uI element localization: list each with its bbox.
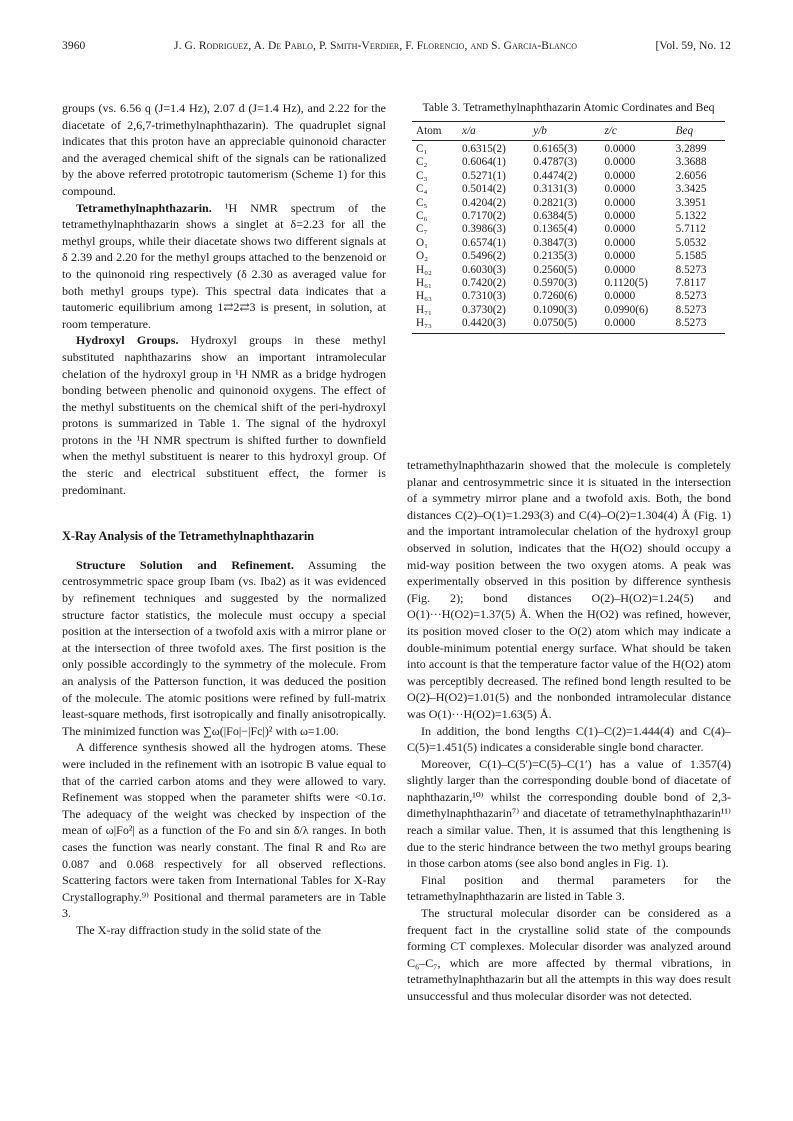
- table-cell: 0.4474(2): [533, 169, 578, 182]
- table-row: [412, 183, 725, 196]
- running-head-journal: [Vol. 59, No. 12: [655, 40, 731, 52]
- table-cell: 0.0000: [604, 183, 636, 196]
- left-column: [62, 100, 386, 939]
- paragraph: [62, 557, 386, 740]
- table-cell: 0.0000: [604, 143, 636, 155]
- table-cell: 5.7112: [675, 223, 707, 236]
- table-cell: C₅: [416, 196, 428, 209]
- table-cell: 0.7420(2): [462, 277, 506, 290]
- table-cell: 5.1585: [675, 250, 707, 263]
- table-cell: H₀₂: [416, 263, 432, 276]
- table-cell: 5.1322: [675, 210, 707, 223]
- paragraph: Final position and thermal parameters for the tetramethylnaphthazarin are listed in Table 3.: [407, 872, 731, 904]
- table-cell: 0.6064(1): [462, 156, 506, 169]
- table-header-row: [412, 122, 725, 141]
- table-cell: 0.3986(3): [462, 223, 506, 236]
- table-cell: 0.5970(3): [533, 277, 578, 290]
- table-cell: 0.5496(2): [462, 250, 506, 263]
- paragraph: The X-ray diffraction study in the solid state of the: [76, 922, 322, 937]
- table-cell: 8.5273: [675, 263, 707, 276]
- table-cell: 0.0000: [604, 290, 636, 303]
- paragraph-heading: Structure Solution and Refinement.: [76, 557, 294, 572]
- table-cell: 0.6165(3): [533, 143, 578, 155]
- table-caption: Table 3. Tetramethylnaphthazarin Atomic Cordinates and Beq: [422, 100, 715, 114]
- table-row: [412, 237, 725, 250]
- table-cell: 0.0000: [604, 250, 636, 263]
- table-cell: C₆: [416, 210, 428, 223]
- table-cell: 0.0000: [604, 263, 636, 276]
- table-row: [412, 210, 725, 223]
- table-cell: O₁: [416, 236, 428, 249]
- paragraph: In addition, the bond lengths C(1)–C(2)=1.444(4) and C(4)–C(5)=1.451(5) indicates a considerable single bond character.: [407, 723, 731, 755]
- right-column: [407, 457, 731, 1005]
- table-cell: 0.4787(3): [533, 156, 578, 169]
- paragraph-text: Assuming the centrosymmetric space group Ibam (vs. Iba2) as it was evidenced by refinement techniques and suggested by the normalized structure factor statistics, the molecule must occupy a special position at the intersection of a twofold axis with a mirror plane or at the intersection of three twofold axes. The first position is the only possible accordingly to the symmetry of the molecule. From an analysis of the Patterson function, it was deduced the position of the molecule. The atomic positions were refined by full-matrix least-square methods, first isotropically and finally anisotropically. The minimized function was ∑ω(|Fo|−|Fc|)² with ω=1.00.: [62, 557, 386, 738]
- table-row: [412, 170, 725, 183]
- table-cell: 0.0750(5): [529, 317, 600, 333]
- page-number: 3960: [62, 40, 86, 52]
- paragraph: groups (vs. 6.56 q (J=1.4 Hz), 2.07 d (J=1.4 Hz), and 2.22 for the diacetate of 2,6,7-trimethylnaphthazarin). The quadruplet signal indicates that this proton have an appreciable quinonoid character and the averaged chemical shift of the signals can be rationalized by the above referred prototropic tautomerism (Scheme 1) for this compound.: [62, 101, 386, 198]
- table-cell: C₄: [416, 183, 428, 196]
- table-cell: C₃: [416, 169, 428, 182]
- table-cell: H₇₁: [416, 303, 432, 316]
- table-cell: 0.1090(3): [533, 303, 578, 316]
- table-row: [412, 290, 725, 303]
- table-cell: O₂: [416, 250, 428, 263]
- table-cell: 0.3131(3): [533, 183, 578, 196]
- table-cell: 0.6030(3): [462, 263, 506, 276]
- table-cell: 8.5273: [672, 317, 725, 333]
- table-cell: 0.5014(2): [462, 183, 506, 196]
- column-header: Atom: [412, 122, 458, 141]
- running-head-authors: J. G. Rodriguez, A. De Pablo, P. Smith-Verdier, F. Florencio, and S. Garcia-Blanco: [174, 40, 578, 52]
- column-header: Beq: [672, 122, 725, 141]
- table-row: [412, 156, 725, 169]
- table-cell: 0.2560(5): [533, 263, 578, 276]
- table-body: [412, 141, 725, 334]
- table-cell: 7.8117: [675, 277, 707, 290]
- table-cell: 8.5273: [675, 290, 707, 303]
- column-header: z/c: [600, 122, 671, 141]
- table-cell: 0.1365(4): [533, 223, 578, 236]
- table-row: [412, 223, 725, 236]
- table-cell: 0.7310(3): [462, 290, 506, 303]
- table-cell: 2.6056: [675, 169, 707, 182]
- table-cell: 0.5271(1): [462, 169, 506, 182]
- paragraph: Moreover, C(1)–C(5′)=C(5)–C(1′) has a value of 1.357(4) slightly larger than the corresponding double bond of diacetate of naphthazarin,¹⁰⁾ whilst the corresponding double bond of 2,3-dimethylnaphthazarin⁷⁾ and diacetate of tetramethylnaphthazarin¹¹⁾ reach a similar value. Then, it is assumed that this lengthening is due to the steric hindrance between the two methyl groups bearing in those carbon atoms (see also bond angles in Fig. 1).: [407, 756, 731, 871]
- table-cell: 0.0000: [604, 210, 636, 223]
- table-cell: 3.3688: [675, 156, 707, 169]
- table-row: [412, 250, 725, 263]
- paragraph: [62, 332, 386, 498]
- table-row: [412, 277, 725, 290]
- table-cell: 0.7170(2): [462, 210, 506, 223]
- paragraph: A difference synthesis showed all the hydrogen atoms. These were included in the refinement with an isotropic B value equal to that of the carried carbon atoms and they were allowed to vary. Refinement was stopped when the parameter shifts were <0.1σ. The adequacy of the weight was checked by inspection of the mean of ω|Fo²| as a function of the Fo and sin δ/λ ranges. In both cases the function was nearly constant. The final R and Rω are 0.087 and 0.068 respectively for all observed reflections. Scattering factors were taken from International Tables for X-Ray Crystallography.⁹⁾ Positional and thermal parameters are in Table 3.: [62, 740, 386, 921]
- table-cell: C₂: [416, 156, 428, 169]
- section-heading: X-Ray Analysis of the Tetramethylnaphthazarin: [62, 529, 315, 544]
- table-cell: H₆₁: [416, 277, 432, 290]
- paragraph: The structural molecular disorder can be considered as a frequent fact in the crystalline solid state of the compounds forming CT complexes. Molecular disorder was analyzed around C₆–C₇, which are more affected by thermal vibrations, in tetramethylnaphthazarin but all the attempts in this way does result unsuccessful and thus molecular disorder was not detected.: [407, 906, 731, 1003]
- table-cell: 0.3847(3): [533, 236, 578, 249]
- table-cell: 5.0532: [675, 236, 707, 249]
- paragraph-text: ¹H NMR spectrum of the tetramethylnaphthazarin shows a singlet at δ=2.23 for all the methyl groups, while their diacetate shows two different signals at δ 2.39 and 2.20 for the methyl groups attached to the benzenoid or to the quinonoid ring respectively (δ 2.30 as averaged value for both methyl groups type). This spectral data indicates that a tautomeric equilibrium among 1⇄2⇄3 is present, in solution, at room temperature.: [62, 200, 386, 331]
- table-cell: 0.0000: [604, 223, 636, 236]
- table-cell: H₇₃: [412, 317, 458, 333]
- paragraph: tetramethylnaphthazarin showed that the molecule is completely planar and centrosymmetric since it is situated in the intersection of a symmetry mirror plane and a twofold axis. Both, the bond distances C(2)–O(1)=1.293(3) and C(4)–O(2)=1.304(4) Å (Fig. 1) and the important intramolecular chelation of the hydroxyl group observed in solution, indicates that the H(O2) should occupy a mid-way position between the two oxygen atoms. A peak was experimentally observed in this position by difference synthesis (Fig. 2); bond distances O(2)–H(O2)=1.24(5) and O(1)···H(O2)=1.37(5) Å. When the H(O2) was refined, however, its position moved closer to the O(2) atom which may indicate a double-minimum potential energy surface. What should be taken into account is that the temperature factor value of the H(O2) atom was perceptibly decreased. The refined bond length resulted to be O(2)–H(O2)=1.01(5) and the nonbonded intramolecular distance was O(1)···H(O2)=1.63(5) Å.: [407, 458, 731, 721]
- paragraph-heading: Tetramethylnaphthazarin.: [76, 200, 212, 215]
- table-cell: 0.4420(3): [458, 317, 529, 333]
- table-cell: 0.0990(6): [604, 303, 649, 316]
- table-cell: 0.6574(1): [462, 236, 506, 249]
- table-cell: 0.1120(5): [604, 277, 648, 290]
- column-header: y/b: [529, 122, 600, 141]
- table-cell: H₆₃: [416, 290, 432, 303]
- table-cell: 0.6315(2): [462, 143, 506, 155]
- table-cell: C₁: [416, 143, 428, 155]
- table-cell: 0.6384(5): [533, 210, 578, 223]
- table-cell: 0.3730(2): [462, 303, 506, 316]
- table-3: [412, 100, 725, 334]
- table-cell: 0.0000: [604, 169, 636, 182]
- table-cell: 0.7260(6): [533, 290, 578, 303]
- table-row: [412, 317, 725, 333]
- table-cell: 8.5273: [675, 303, 707, 316]
- table-cell: 0.2135(3): [533, 250, 578, 263]
- paragraph-text: Hydroxyl groups in these methyl substituted naphthazarins show an important intramolecular chelation of the hydroxyl group in ¹H NMR as a bridge hydrogen bonding between phenolic and quinonoid oxygens. The effect of the methyl substituents on the chemical shift of the peri-hydroxyl protons is summarized in Table 1. The signal of the hydroxyl protons in the ¹H NMR spectrum is shifted further to downfield when the methyl substituent is nearer to this hydroxyl group. Of the steric and electrical substituent effect, the former is predominant.: [62, 333, 386, 497]
- table-row: [412, 264, 725, 277]
- table-cell: 0.2821(3): [533, 196, 578, 209]
- table-cell: 0.0000: [604, 236, 636, 249]
- table-cell: 0.4204(2): [462, 196, 506, 209]
- table-cell: 3.3425: [675, 183, 707, 196]
- table-row: [412, 304, 725, 317]
- paragraph-heading: Hydroxyl Groups.: [76, 333, 179, 348]
- table-cell: 0.0000: [600, 317, 671, 333]
- table-row: [412, 197, 725, 210]
- column-header: x/a: [458, 122, 529, 141]
- atomic-coordinates-table: [412, 121, 725, 334]
- table-cell: 0.0000: [604, 196, 636, 209]
- paragraph: [62, 200, 386, 333]
- running-head: [62, 40, 731, 60]
- table-cell: 3.2899: [675, 143, 707, 155]
- table-cell: C₇: [416, 223, 428, 236]
- table-cell: 0.0000: [604, 156, 636, 169]
- table-cell: 3.3951: [675, 196, 707, 209]
- table-row: [412, 141, 725, 157]
